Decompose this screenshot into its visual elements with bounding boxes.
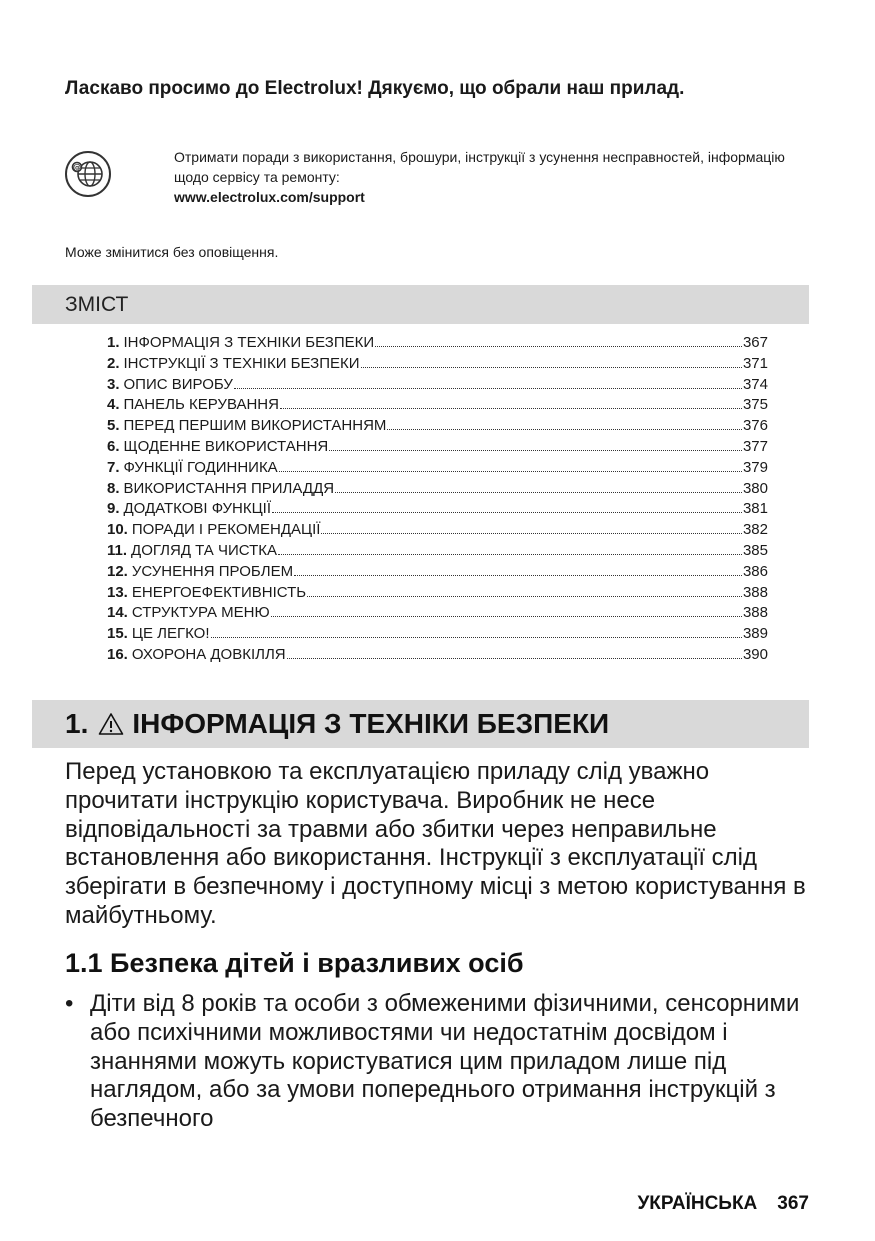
toc-item-page: 389 [742, 625, 768, 643]
toc-leader-dots [280, 408, 742, 409]
toc-leader-dots [279, 471, 742, 472]
section-intro: Перед установкою та експлуатацією приладу слід уважно прочитати інструкцію користувача. Виробник не несе відповідальності за травми або збитки через неправильне встановлення або використання. Інструкції з експлуатації слід зберігати в безпечному і доступному місці з метою користування в майбутньому. [65, 758, 806, 929]
toc-leader-dots [211, 637, 742, 638]
toc-leader-dots [272, 512, 742, 513]
svg-text:@: @ [73, 163, 81, 172]
toc-leader-dots [287, 658, 742, 659]
toc-item-number: 12. [107, 562, 128, 580]
toc-item[interactable] [107, 479, 768, 500]
toc-item-title: ВИКОРИСТАННЯ ПРИЛАДДЯ [123, 479, 335, 497]
toc-item-page: 376 [742, 417, 768, 435]
toc-item-title: ДОГЛЯД ТА ЧИСТКА [131, 541, 277, 559]
toc-leader-dots [271, 616, 742, 617]
footer-language: УКРАЇНСЬКА [637, 1193, 758, 1214]
toc-item[interactable] [107, 624, 768, 645]
toc-leader-dots [307, 596, 742, 597]
toc-item-title: ПОРАДИ І РЕКОМЕНДАЦІЇ [131, 521, 321, 539]
footer-page-number: 367 [777, 1193, 809, 1214]
toc-item-number: 13. [107, 583, 128, 601]
support-link[interactable]: www.electrolux.com/support [174, 189, 365, 205]
toc-item-title: ДОДАТКОВІ ФУНКЦІЇ [123, 500, 272, 518]
toc-item-title: ІНСТРУКЦІЇ З ТЕХНІКИ БЕЗПЕКИ [123, 354, 360, 372]
toc-item-number: 11. [107, 541, 128, 559]
support-description: Отримати поради з використання, брошури, інструкції з усунення несправностей, інформацію щодо сервісу та ремонту: [174, 149, 785, 185]
toc-title: ЗМІСТ [32, 285, 809, 324]
toc-item[interactable] [107, 541, 768, 562]
toc-item-page: 374 [742, 375, 768, 393]
toc-item-page: 385 [742, 541, 768, 559]
toc-leader-dots [321, 533, 742, 534]
toc-item-number: 9. [107, 500, 120, 518]
toc-item-title: ЩОДЕННЕ ВИКОРИСТАННЯ [123, 437, 329, 455]
toc-item-page: 382 [742, 521, 768, 539]
toc-item-page: 381 [742, 500, 768, 518]
toc-item[interactable] [107, 562, 768, 583]
toc-item[interactable] [107, 437, 768, 458]
toc-item-page: 390 [742, 645, 768, 663]
toc-item-number: 8. [107, 479, 120, 497]
section-title: ІНФОРМАЦІЯ З ТЕХНІКИ БЕЗПЕКИ [132, 708, 610, 739]
section-number: 1. [65, 708, 89, 739]
toc-item[interactable] [107, 645, 768, 666]
toc-item-title: ПЕРЕД ПЕРШИМ ВИКОРИСТАННЯМ [123, 417, 387, 435]
welcome-heading: Ласкаво просимо до Electrolux! Дякуємо, що обрали наш прилад. [65, 78, 685, 99]
toc-item-page: 388 [742, 604, 768, 622]
change-notice: Може змінитися без оповіщення. [65, 244, 279, 260]
toc-item-title: ОПИС ВИРОБУ [123, 375, 233, 393]
toc-item-title: ІНФОРМАЦІЯ З ТЕХНІКИ БЕЗПЕКИ [123, 334, 375, 351]
toc-item[interactable] [107, 375, 768, 396]
toc-item-page: 380 [742, 479, 768, 497]
toc-item-number: 1. [107, 334, 120, 351]
toc-item-page: 379 [742, 458, 768, 476]
toc-leader-dots [361, 367, 742, 368]
toc-item[interactable] [107, 395, 768, 416]
toc-item[interactable] [107, 333, 768, 354]
toc-leader-dots [234, 388, 742, 389]
toc-item-number: 5. [107, 417, 120, 435]
toc-item-number: 14. [107, 604, 128, 622]
toc-item-number: 2. [107, 354, 120, 372]
toc-item-page: 377 [742, 437, 768, 455]
toc-leader-dots [278, 554, 742, 555]
bullet-text: Діти від 8 років та особи з обмеженими фізичними, сенсорними або психічними можливостями чи недостатнім досвідом і знаннями можуть користуватися цим приладом лише під наглядом, або за умови попереднього отримання інструкцій з безпечного [90, 990, 800, 1133]
toc-item[interactable] [107, 416, 768, 437]
toc-leader-dots [387, 429, 742, 430]
toc-item-page: 386 [742, 562, 768, 580]
toc-item-page: 388 [742, 583, 768, 601]
toc-item[interactable] [107, 520, 768, 541]
warning-triangle-icon [98, 712, 124, 736]
bullet-mark: • [65, 990, 74, 1017]
toc-item-number: 10. [107, 521, 128, 539]
toc-item-number: 7. [107, 458, 120, 476]
toc-item[interactable] [107, 583, 768, 604]
toc-item-title: ОХОРОНА ДОВКІЛЛЯ [131, 645, 286, 663]
support-info [174, 147, 814, 207]
toc-item[interactable] [107, 458, 768, 479]
toc-item-number: 16. [107, 645, 128, 663]
toc-item-page: 371 [742, 354, 768, 372]
globe-support-icon [64, 150, 112, 198]
toc-item[interactable] [107, 603, 768, 624]
toc-item[interactable] [107, 499, 768, 520]
toc-item-page: 367 [742, 334, 768, 351]
toc-leader-dots [335, 492, 742, 493]
toc-item-title: ПАНЕЛЬ КЕРУВАННЯ [123, 396, 279, 414]
toc-item-title: ЦЕ ЛЕГКО! [131, 625, 210, 643]
toc-item-number: 4. [107, 396, 120, 414]
toc-item-title: УСУНЕННЯ ПРОБЛЕМ [131, 562, 294, 580]
toc-item-title: ЕНЕРГОЕФЕКТИВНІСТЬ [131, 583, 307, 601]
table-of-contents [107, 333, 768, 666]
toc-item-page: 375 [742, 396, 768, 414]
toc-leader-dots [294, 575, 742, 576]
toc-item-title: ФУНКЦІЇ ГОДИННИКА [123, 458, 278, 476]
toc-item-number: 15. [107, 625, 128, 643]
toc-leader-dots [375, 346, 742, 347]
toc-item[interactable] [107, 354, 768, 375]
toc-item-title: СТРУКТУРА МЕНЮ [131, 604, 270, 622]
toc-item-number: 3. [107, 375, 120, 393]
toc-leader-dots [329, 450, 742, 451]
toc-item-number: 6. [107, 437, 120, 455]
subsection-title: 1.1 Безпека дітей і вразливих осіб [65, 948, 524, 978]
page-footer [637, 1193, 809, 1215]
section-heading [32, 700, 809, 748]
